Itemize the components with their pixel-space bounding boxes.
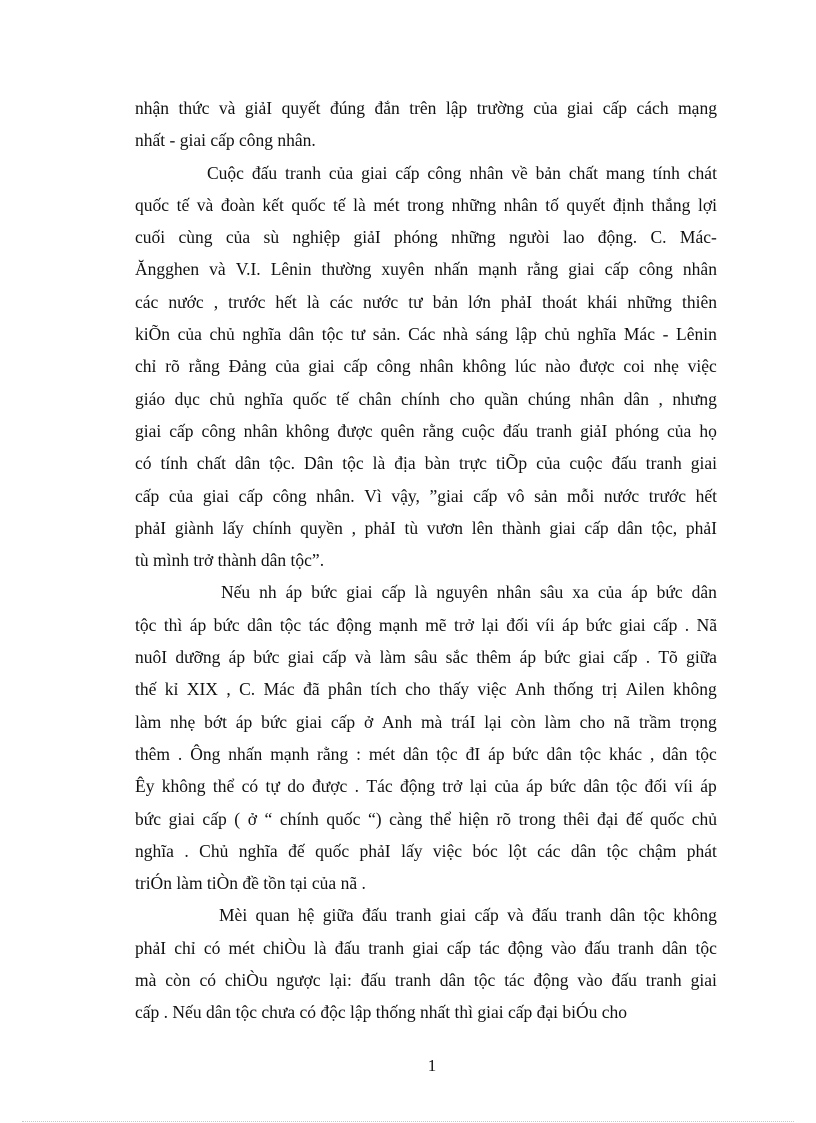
text-line: triÓn làm tiÒn đề tồn tại của nã . [135,873,366,894]
text-line: nhất - giai cấp công nhân. [135,130,316,151]
text-line: quốc tế và đoàn kết quốc tế là mét trong những nhân tố quyết định thắng lợi [135,194,717,215]
text-line: Cuộc đấu tranh của giai cấp công nhân về bản chất mang tính chát [207,162,717,183]
text-line: nuôI dưỡng áp bức giai cấp và làm sâu sắc thêm áp bức giai cấp . Tõ giữa [135,647,717,668]
text-line: có tính chất dân tộc. Dân tộc là địa bàn trực tiÕp của cuộc đấu tranh giai [135,453,717,474]
text-line: thế kỉ XIX , C. Mác đã phân tích cho thấy việc Anh thống trị Ailen không [135,679,717,700]
page-body [135,92,717,1029]
page-bottom-divider [22,1121,794,1122]
text-line: tộc thì áp bức dân tộc tác động mạnh mẽ trở lại đối víi áp bức giai cấp . Nã [135,614,717,635]
paragraph-2 [135,157,717,577]
text-line: cấp . Nếu dân tộc chưa có độc lập thống nhất thì giai cấp đại biÓu cho [135,1002,628,1023]
text-line: Êy không thể có tự do được . Tác động trở lại của áp bức dân tộc đối víi áp [135,776,717,797]
paragraph-4 [135,899,717,1028]
text-line: giáo dục chủ nghĩa quốc tế chân chính cho quần chúng nhân dân , nhưng [135,388,717,409]
text-line: chỉ rõ rằng Đảng của giai cấp công nhân không lúc nào được coi nhẹ việc [135,356,717,377]
paragraph-3 [135,576,717,899]
text-line: kiÕn của chủ nghĩa dân tộc tư sản. Các nhà sáng lập chủ nghĩa Mác - Lênin [135,324,717,345]
text-line: thêm . Ông nhấn mạnh rằng : mét dân tộc đI áp bức dân tộc khác , dân tộc [135,743,717,764]
text-line: cấp của giai cấp công nhân. Vì vậy, ”giai cấp vô sản mỗi nước trước hết [135,485,717,506]
text-line: nghĩa . Chủ nghĩa đế quốc phảI lấy việc bóc lột các dân tộc chậm phát [135,840,717,861]
text-line: các nước , trước hết là các nước tư bản lớn phảI thoát khái những thiên [135,291,717,312]
text-line: Mèi quan hệ giữa đấu tranh giai cấp và đấu tranh dân tộc không [219,905,717,926]
text-line: Nếu nh áp bức giai cấp là nguyên nhân sâu xa của áp bức dân [221,582,717,603]
text-line: làm nhẹ bớt áp bức giai cấp ở Anh mà tráI lại còn làm cho nã trầm trọng [135,711,717,732]
page-number: 1 [427,1056,437,1075]
text-line: phảI giành lấy chính quyền , phảI tù vươn lên thành giai cấp dân tộc, phảI [135,517,717,538]
text-line: cuối cùng của sù nghiệp giảI phóng những ngưòi lao động. C. Mác- [135,227,717,248]
text-line: tù mình trở thành dân tộc”. [135,550,325,571]
text-line: mà còn có chiÒu ngược lại: đấu tranh dân tộc tác động vào đấu tranh giai [135,970,717,991]
text-line: bức giai cấp ( ở “ chính quốc “) càng thể hiện rõ trong thêi đại đế quốc chủ [135,808,717,829]
paragraph-1 [135,92,717,157]
text-line: phảI chỉ có mét chiÒu là đấu tranh giai cấp tác động vào đấu tranh dân tộc [135,937,717,958]
text-line: Ăngghen và V.I. Lênin thường xuyên nhấn mạnh rằng giai cấp công nhân [135,259,717,280]
text-line: nhận thức và giảI quyết đúng đắn trên lập trường của giai cấp cách mạng [135,98,717,118]
text-line: giai cấp công nhân không được quên rằng cuộc đấu tranh giảI phóng của họ [135,420,717,441]
